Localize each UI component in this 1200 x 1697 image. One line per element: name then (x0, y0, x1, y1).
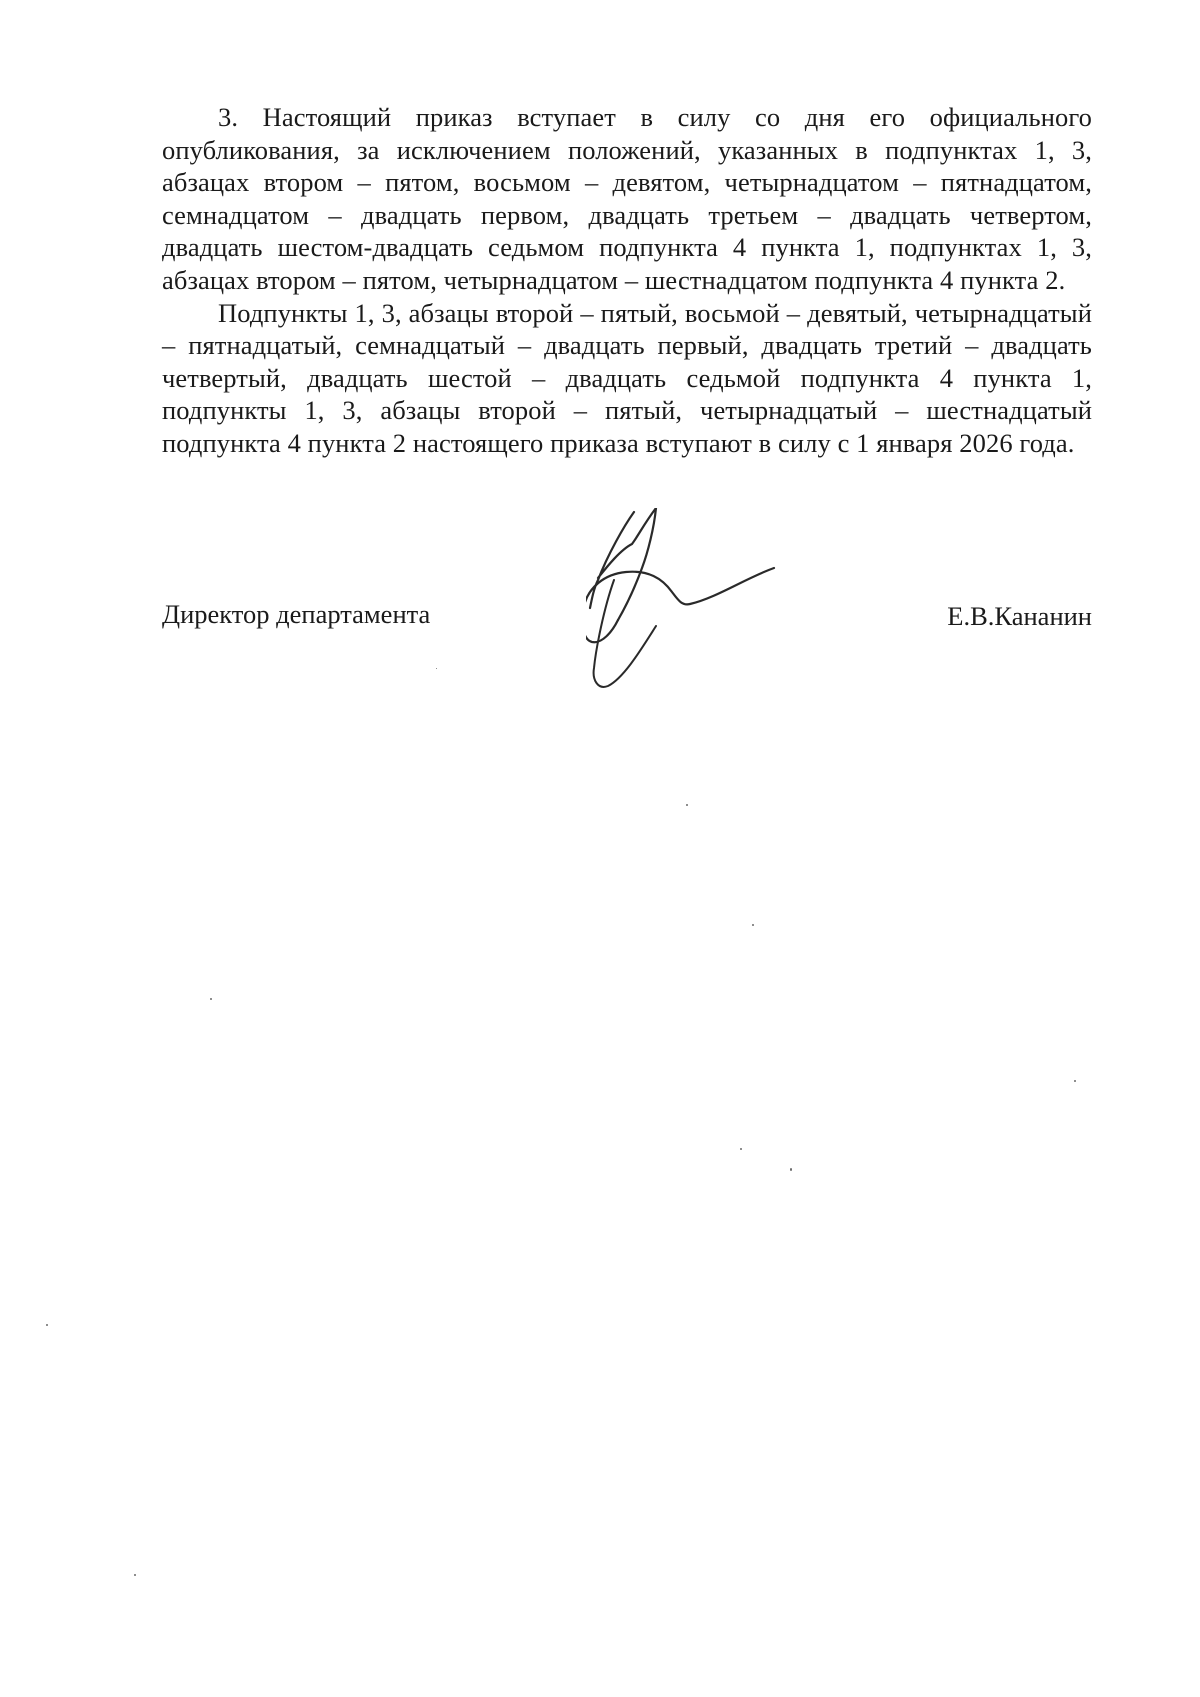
signer-position: Директор департамента (162, 599, 431, 629)
document-body (162, 101, 1092, 460)
scan-speck (790, 1168, 792, 1171)
scan-speck (740, 1148, 742, 1150)
scan-speck (686, 804, 688, 806)
signature-stroke-main (590, 508, 656, 620)
paragraph-3: 3. Настоящий приказ вступает в силу со дня его официального опубликования, за исключением положений, указанных в подпунктах 1, 3, абзацах втором – пятом, восьмом – девятом, четырнадцатом – пятнадцатом, семнадцатом – двадцать первом, двадцать третьем – двадцать четвертом, двадцать шестом-двадцать седьмом подпункта 4 пункта 1, подпунктах 1, 3, абзацах втором – пятом, четырнадцатом – шестнадцатом подпункта 4 пункта 2. (162, 102, 1092, 295)
scan-speck (752, 924, 754, 926)
scan-speck (436, 668, 437, 669)
scan-speck (134, 1574, 136, 1576)
scan-speck (46, 1324, 48, 1326)
signer-name: Е.В.Кананин (947, 601, 1092, 631)
signature-stroke-tail (594, 580, 656, 687)
handwritten-signature (586, 508, 806, 728)
scan-speck (210, 998, 212, 1000)
paragraph-subpoints: Подпункты 1, 3, абзацы второй – пятый, восьмой – девятый, четырнадцатый – пятнадцатый, семнадцатый – двадцать первый, двадцать третий – двадцать четвертый, двадцать шестой – двадцать седьмой подпункта 4 пункта 1, подпункты 1, 3, абзацы второй – пятый, четырнадцатый – шестнадцатый подпункта 4 пункта 2 настоящего приказа вступают в силу с 1 января 2026 года. (162, 297, 1092, 458)
scan-speck (1074, 1080, 1076, 1082)
